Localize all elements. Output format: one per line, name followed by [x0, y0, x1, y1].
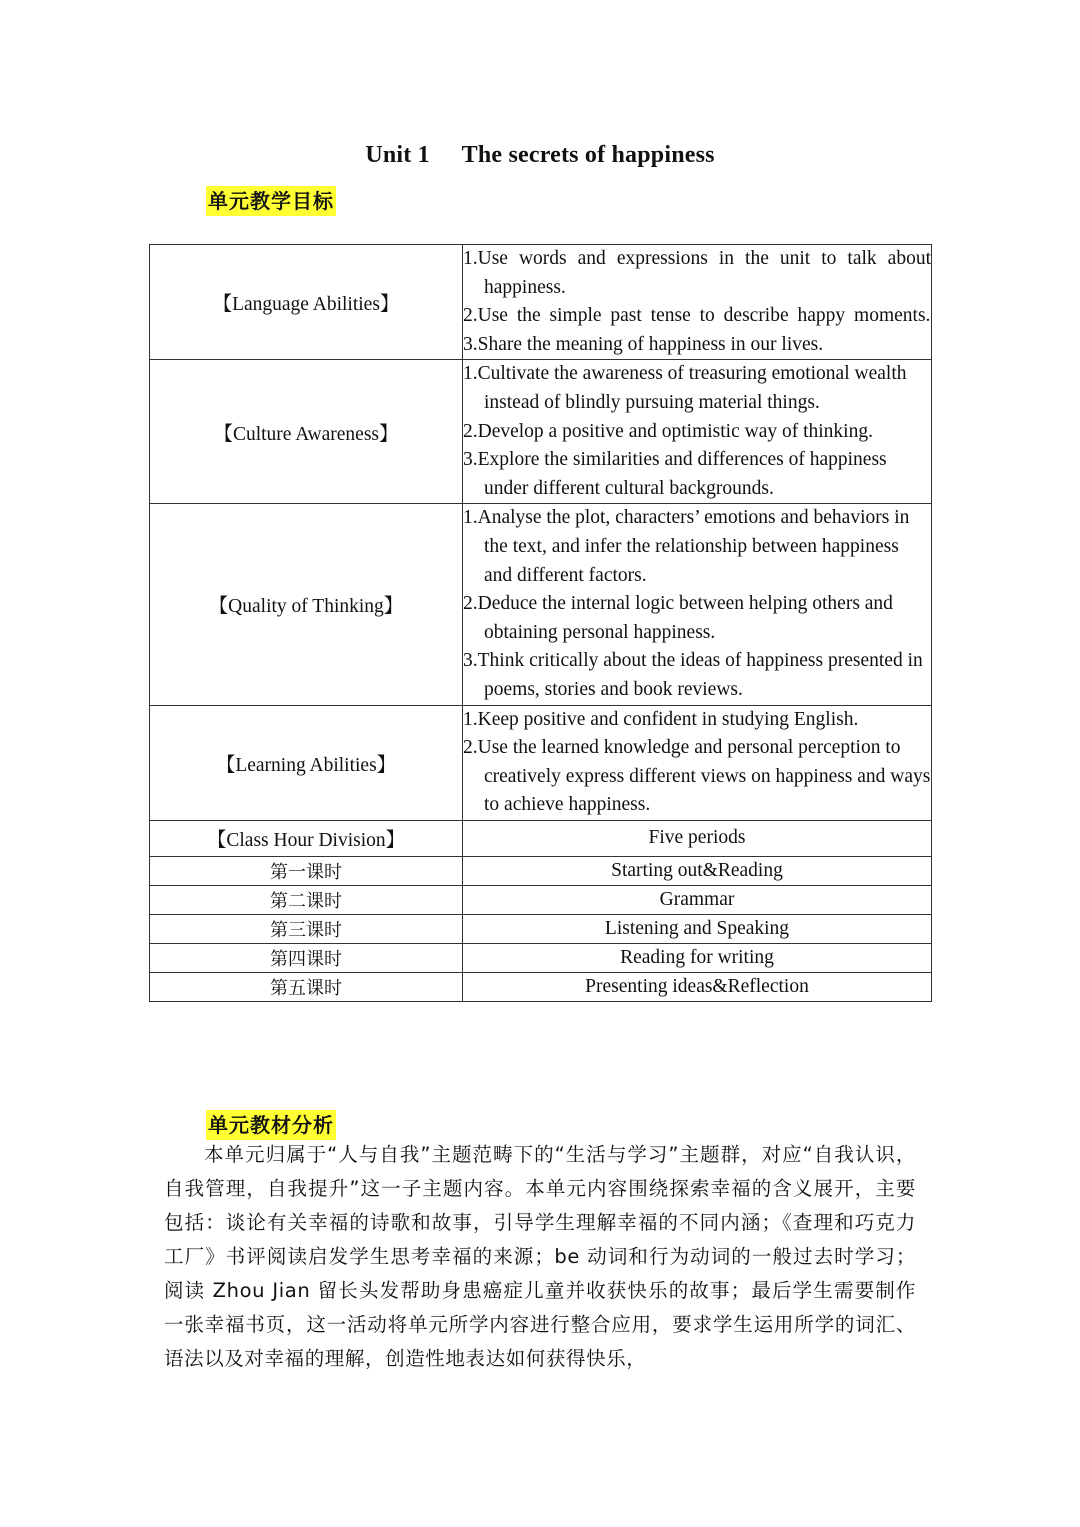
- table-row: [150, 360, 932, 504]
- table-row: [150, 972, 932, 1001]
- analysis-paragraph: 本单元归属于“人与自我”主题范畴下的“生活与学习”主题群，对应“自我认识，自我管理，自我提升”这一子主题内容。本单元内容围绕探索幸福的含义展开，主要包括：谈论有关幸福的诗歌和故事，引导学生理解幸福的不同内涵；《查理和巧克力工厂》书评阅读启发学生思考幸福的来源；be 动词和行为动词的一般过去时学习；阅读 Zhou Jian 留长头发帮助身患癌症儿童并收获快乐的故事；最后学生需要制作一张幸福书页，这一活动将单元所学内容进行整合应用，要求学生运用所学的词汇、语法以及对幸福的理解，创造性地表达如何获得快乐，: [164, 1143, 916, 1370]
- period-label: 第二课时: [150, 885, 463, 914]
- period-content: Starting out&Reading: [463, 856, 932, 885]
- list-item: 2.Develop a positive and optimistic way of thinking.: [463, 420, 873, 442]
- unit-number: Unit 1: [365, 142, 430, 168]
- row-label: 【Culture Awareness】: [150, 360, 463, 504]
- period-label: 第四课时: [150, 943, 463, 972]
- page-title: [0, 142, 1080, 169]
- unit-name: The secrets of happiness: [461, 142, 715, 168]
- period-label: 第五课时: [150, 972, 463, 1001]
- row-content: [463, 504, 932, 705]
- row-content: [463, 360, 932, 504]
- section-heading-objectives: 单元教学目标: [206, 186, 336, 216]
- period-label: 第三课时: [150, 914, 463, 943]
- table-row: [150, 885, 932, 914]
- period-content: Presenting ideas&Reflection: [463, 972, 932, 1001]
- table-row: [150, 504, 932, 705]
- row-label: 【Learning Abilities】: [150, 705, 463, 820]
- list-item: 3.Think critically about the ideas of happiness presented in poems, stories and book reviews.: [463, 650, 923, 700]
- period-content: Grammar: [463, 885, 932, 914]
- list-item: 2.Deduce the internal logic between helping others and obtaining personal happiness.: [463, 593, 893, 643]
- row-content: [463, 245, 932, 360]
- table-row: [150, 705, 932, 820]
- list-item: 3.Share the meaning of happiness in our lives.: [463, 333, 824, 355]
- row-content: [463, 705, 932, 820]
- period-content: Listening and Speaking: [463, 914, 932, 943]
- table-row: [150, 943, 932, 972]
- period-label: 第一课时: [150, 856, 463, 885]
- table-row: [150, 914, 932, 943]
- list-item: 1.Analyse the plot, characters’ emotions and behaviors in the text, and infer the relationship between happiness and different factors.: [463, 507, 910, 586]
- period-content: Reading for writing: [463, 943, 932, 972]
- row-label: 【Language Abilities】: [150, 245, 463, 360]
- row-label: 【Quality of Thinking】: [150, 504, 463, 705]
- section-heading-analysis: 单元教材分析: [206, 1110, 336, 1140]
- class-hour-label: 【Class Hour Division】: [150, 820, 463, 856]
- list-item: 3.Explore the similarities and differences of happiness under different cultural backgrounds.: [463, 449, 887, 499]
- list-item: 1.Cultivate the awareness of treasuring emotional wealth instead of blindly pursuing material things.: [463, 363, 907, 413]
- table-row: [150, 245, 932, 360]
- table-row: [150, 856, 932, 885]
- list-item: 2.Use the learned knowledge and personal perception to creatively express different views on happiness and ways to achieve happiness.: [463, 737, 931, 816]
- table-row: [150, 820, 932, 856]
- list-item: 1.Keep positive and confident in studying English.: [463, 708, 859, 730]
- class-hour-value: Five periods: [463, 820, 932, 856]
- list-item: 1.Use words and expressions in the unit to talk about happiness.: [463, 248, 931, 298]
- list-item: 2.Use the simple past tense to describe happy moments.: [463, 305, 931, 327]
- objectives-table: [149, 244, 932, 1002]
